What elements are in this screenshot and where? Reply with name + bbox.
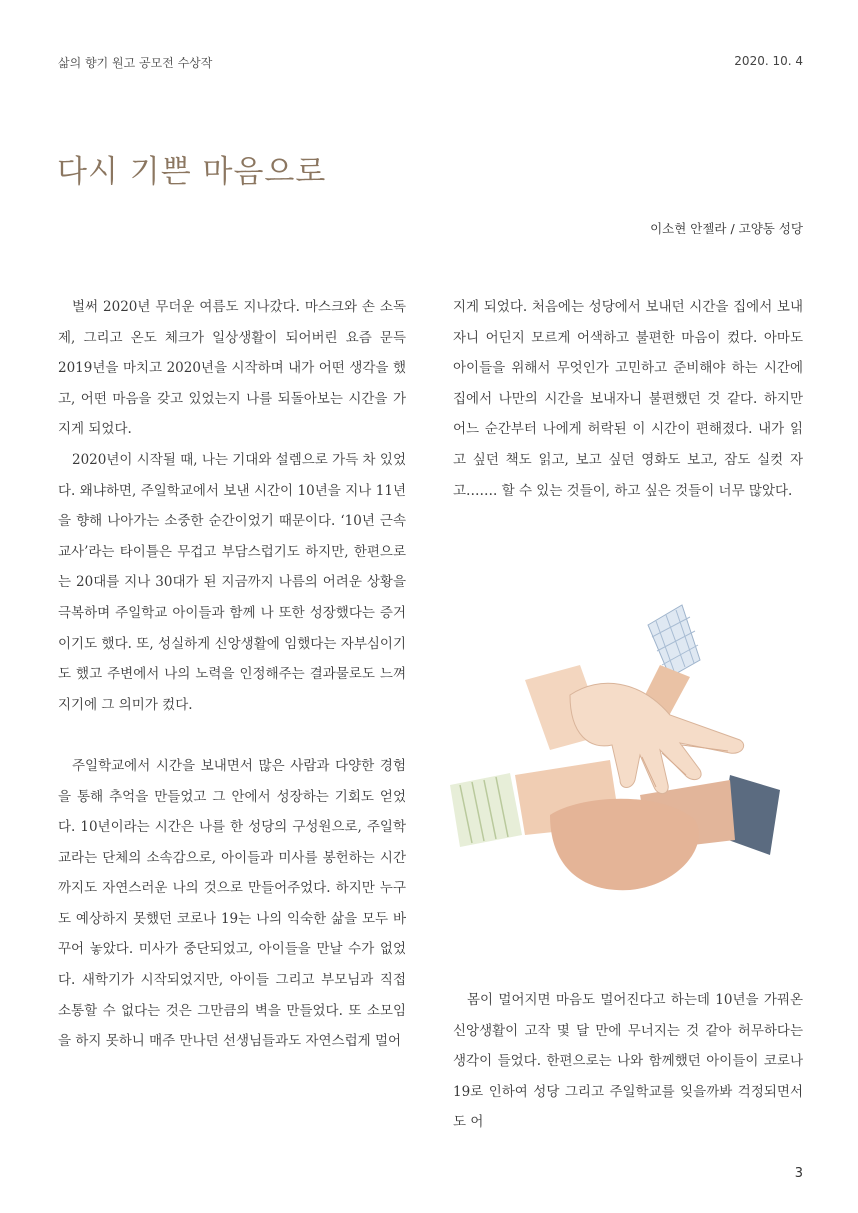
paragraph-3: 주일학교에서 시간을 보내면서 많은 사람과 다양한 경험을 통해 추억을 만들었고 그 안에서 성장하는 기회도 얻었다. 10년이라는 시간은 나를 한 성당의 구성원으로, 주일학교라는 단체의 소속감으로, 아이들과 미사를 봉헌하는 시간까지도 자연스러운 나의 것으로 만들어주었다. 하지만 누구도 예상하지 못했던 코로나 19는 나의 익숙한 삶을 모두 바꾸어 놓았다. 미사가 중단되었고, 아이들을 만날 수가 없었다. 새학기가 시작되었지만, 아이들 그리고 부모님과 직접 소통할 수 없다는 것은 그만큼의 벽을 만들었다. 또 소모임을 하지 못하니 매주 만나던 선생님들과도 자연스럽게 멀어 <box>58 757 406 1050</box>
right-column-top <box>453 292 803 506</box>
right-column-bottom <box>453 985 803 1138</box>
left-column <box>58 292 406 1057</box>
checkered-sleeve-icon <box>648 605 700 677</box>
paragraph-continued: 지게 되었다. 처음에는 성당에서 보내던 시간을 집에서 보내자니 어딘지 모르게 어색하고 불편한 마음이 컸다. 아마도 아이들을 위해서 무엇인가 고민하고 준비해야 하는 시간에 집에서 나만의 시간을 보내자니 불편했던 것 같다. 하지만 어느 순간부터 나에게 허락된 이 시간이 편해졌다. 내가 읽고 싶던 책도 읽고, 보고 싶던 영화도 보고, 잠도 실컷 자고……. 할 수 있는 것들이, 하고 싶은 것들이 너무 많았다. <box>453 299 803 499</box>
article-author: 이소현 안젤라 / 고양동 성당 <box>650 221 803 236</box>
striped-sleeve-icon <box>450 773 522 847</box>
article-title: 다시 기쁜 마음으로 <box>57 154 327 190</box>
stacked-hands-illustration <box>430 585 830 965</box>
paragraph-1: 벌써 2020년 무더운 여름도 지나갔다. 마스크와 손 소독제, 그리고 온도 체크가 일상생활이 되어버린 요즘 문득 2019년을 마치고 2020년을 시작하며 내가 어떤 생각을 했고, 어떤 마음을 갖고 있었는지 나를 되돌아보는 시간을 가지게 되었다. <box>58 299 406 438</box>
paragraph-2: 2020년이 시작될 때, 나는 기대와 설렘으로 가득 차 있었다. 왜냐하면, 주일학교에서 보낸 시간이 10년을 지나 11년을 향해 나아가는 소중한 순간이었기 때문이다. ‘10년 근속 교사’라는 타이틀은 무겁고 부담스럽기도 하지만, 한편으로는 20대를 지나 30대가 된 지금까지 나름의 어려운 상황을 극복하며 주일학교 아이들과 함께 나 또한 성장했다는 증거이기도 했다. 또, 성실하게 신앙생활에 임했다는 자부심이기도 했고 주변에서 나의 노력을 인정해주는 결과물로도 느껴지기에 그 의미가 컸다. <box>58 451 406 713</box>
header-date: 2020. 10. 4 <box>734 54 803 68</box>
header-series-label: 삶의 향기 원고 공모전 수상작 <box>58 56 213 70</box>
page-number: 3 <box>794 1166 803 1181</box>
paragraph-4: 몸이 멀어지면 마음도 멀어진다고 하는데 10년을 가꿔온 신앙생활이 고작 몇 달 만에 무너지는 것 같아 허무하다는 생각이 들었다. 한편으로는 나와 함께했던 아이들이 코로나 19로 인하여 성당 그리고 주일학교를 잊을까봐 걱정되면서도 어 <box>453 992 803 1131</box>
